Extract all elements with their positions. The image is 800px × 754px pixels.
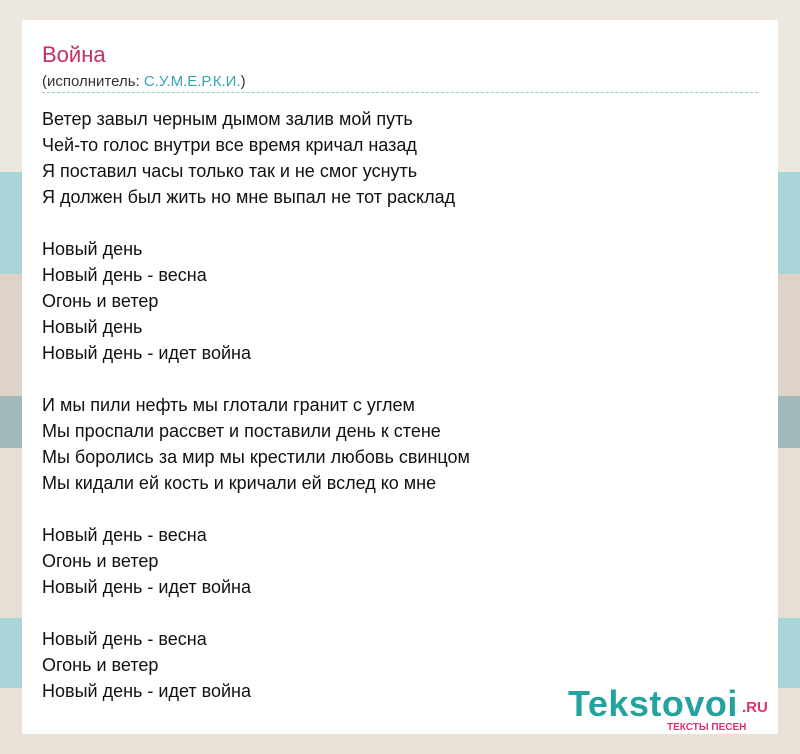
lyric-line: Я поставил часы только так и не смог уснуть: [42, 161, 418, 181]
artist-link[interactable]: С.У.М.Е.Р.К.И.: [143, 73, 241, 90]
logo-tagline: ТЕКСТЫ ПЕСЕН: [667, 722, 747, 733]
logo-domain: .RU: [742, 699, 768, 716]
lyric-line: Новый день - идет война: [42, 681, 251, 701]
lyric-line: Новый день: [42, 317, 143, 337]
lyric-line: Чей-то голос внутри все время кричал назад: [42, 135, 417, 155]
lyric-line: И мы пили нефть мы глотали гранит с углем: [42, 395, 415, 415]
lyric-line: Огонь и ветер: [42, 551, 159, 571]
site-logo[interactable]: [568, 684, 778, 734]
artist-prefix: (исполнитель:: [42, 73, 144, 90]
lyric-line: Новый день - весна: [42, 629, 207, 649]
lyric-line: Новый день: [42, 239, 143, 259]
lyric-line: Ветер завыл черным дымом залив мой путь: [42, 109, 413, 129]
lyric-line: Новый день - идет война: [42, 577, 251, 597]
divider: [42, 92, 758, 93]
lyric-line: Огонь и ветер: [42, 291, 159, 311]
lyric-line: Новый день - идет война: [42, 343, 251, 363]
lyrics-body: [42, 106, 758, 730]
lyric-line: Мы кидали ей кость и кричали ей вслед ко мне: [42, 473, 437, 493]
lyric-line: Мы проспали рассвет и поставили день к стене: [42, 421, 441, 441]
lyrics-card: [22, 20, 778, 734]
lyric-line: Новый день - весна: [42, 525, 207, 545]
lyric-line: Новый день - весна: [42, 265, 207, 285]
logo-wordmark: Tekstovoi: [568, 683, 738, 724]
lyrics-stanza: [42, 522, 758, 600]
lyrics-stanza: [42, 106, 758, 210]
lyric-line: Огонь и ветер: [42, 655, 159, 675]
lyrics-stanza: [42, 392, 758, 496]
lyric-line: Я должен был жить но мне выпал не тот расклад: [42, 187, 456, 207]
artist-line: [42, 73, 246, 90]
lyrics-stanza: [42, 236, 758, 366]
lyric-line: Мы боролись за мир мы крестили любовь свинцом: [42, 447, 470, 467]
artist-suffix: ): [240, 73, 246, 90]
song-title: Война: [42, 42, 106, 67]
